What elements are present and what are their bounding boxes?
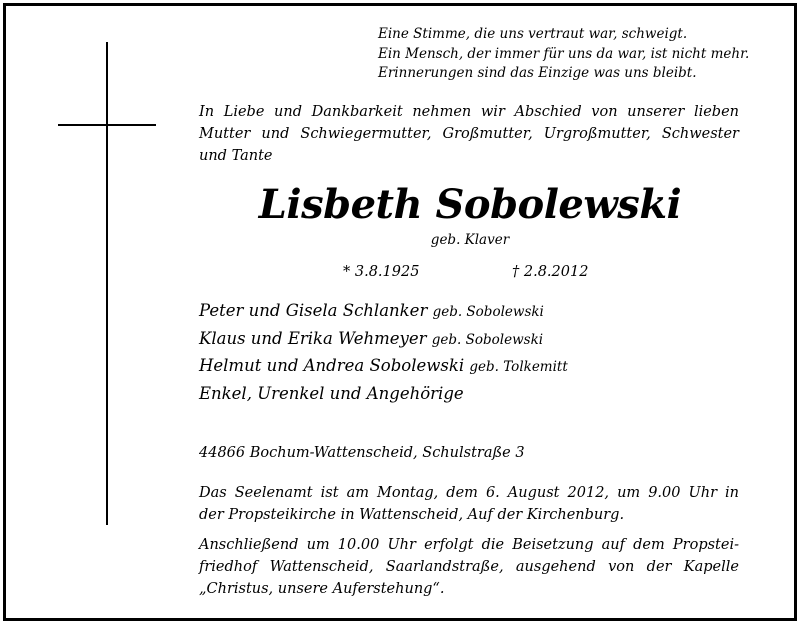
mourner-note: geb. Sobolewski	[431, 331, 544, 348]
mourner-line	[199, 353, 759, 381]
mourner-name: Helmut und Andrea Sobolewski	[199, 356, 465, 375]
intro-line: Mutter und Schwiegermutter, Großmutter, Urgroßmutter, Schwester	[199, 126, 739, 142]
birth-date: * 3.8.1925	[343, 264, 420, 280]
burial-paragraph	[199, 534, 739, 600]
intro-text	[199, 101, 739, 167]
motto-line: Eine Stimme, die uns vertraut war, schweigt.	[378, 26, 688, 42]
cross-horizontal-bar	[58, 124, 156, 126]
mourner-name: Enkel, Urenkel und Angehörige	[199, 383, 464, 403]
intro-line: In Liebe und Dankbarkeit nehmen wir Abschied von unserer lieben	[199, 104, 739, 120]
mourner-line	[199, 381, 759, 409]
maiden-name: geb. Klaver	[430, 232, 510, 248]
motto-line: Erinnerungen sind das Einzige was uns bleibt.	[378, 65, 697, 81]
family-address: 44866 Bochum-Wattenscheid, Schulstraße 3	[199, 445, 525, 461]
requiem-line: der Propsteikirche in Wattenscheid, Auf der Kirchenburg.	[199, 507, 625, 523]
motto-line: Ein Mensch, der immer für uns da war, ist nicht mehr.	[378, 45, 750, 62]
cross-vertical-bar	[106, 42, 108, 525]
intro-line: und Tante	[199, 148, 273, 164]
mourner-name: Peter und Gisela Schlanker	[199, 301, 428, 320]
mourner-note: geb. Tolkemitt	[469, 359, 568, 375]
motto-verse	[378, 25, 778, 84]
burial-line: Anschließend um 10.00 Uhr erfolgt die Beisetzung auf dem Propstei-	[199, 537, 739, 553]
mourner-name: Klaus und Erika Wehmeyer	[199, 328, 427, 348]
mourner-note: geb. Sobolewski	[432, 304, 544, 320]
mourner-line	[199, 298, 759, 326]
deceased-name: Lisbeth Sobolewski	[258, 181, 682, 228]
burial-line: friedhof Wattenscheid, Saarlandstraße, ausgehend von der Kapelle	[199, 559, 739, 575]
death-date: † 2.8.2012	[512, 264, 589, 280]
requiem-paragraph	[199, 482, 739, 526]
requiem-line: Das Seelenamt ist am Montag, dem 6. August 2012, um 9.00 Uhr in	[199, 485, 739, 501]
mourner-line	[199, 326, 759, 354]
burial-line: „Christus, unsere Auferstehung“.	[199, 581, 445, 597]
mourners-list	[199, 298, 759, 408]
